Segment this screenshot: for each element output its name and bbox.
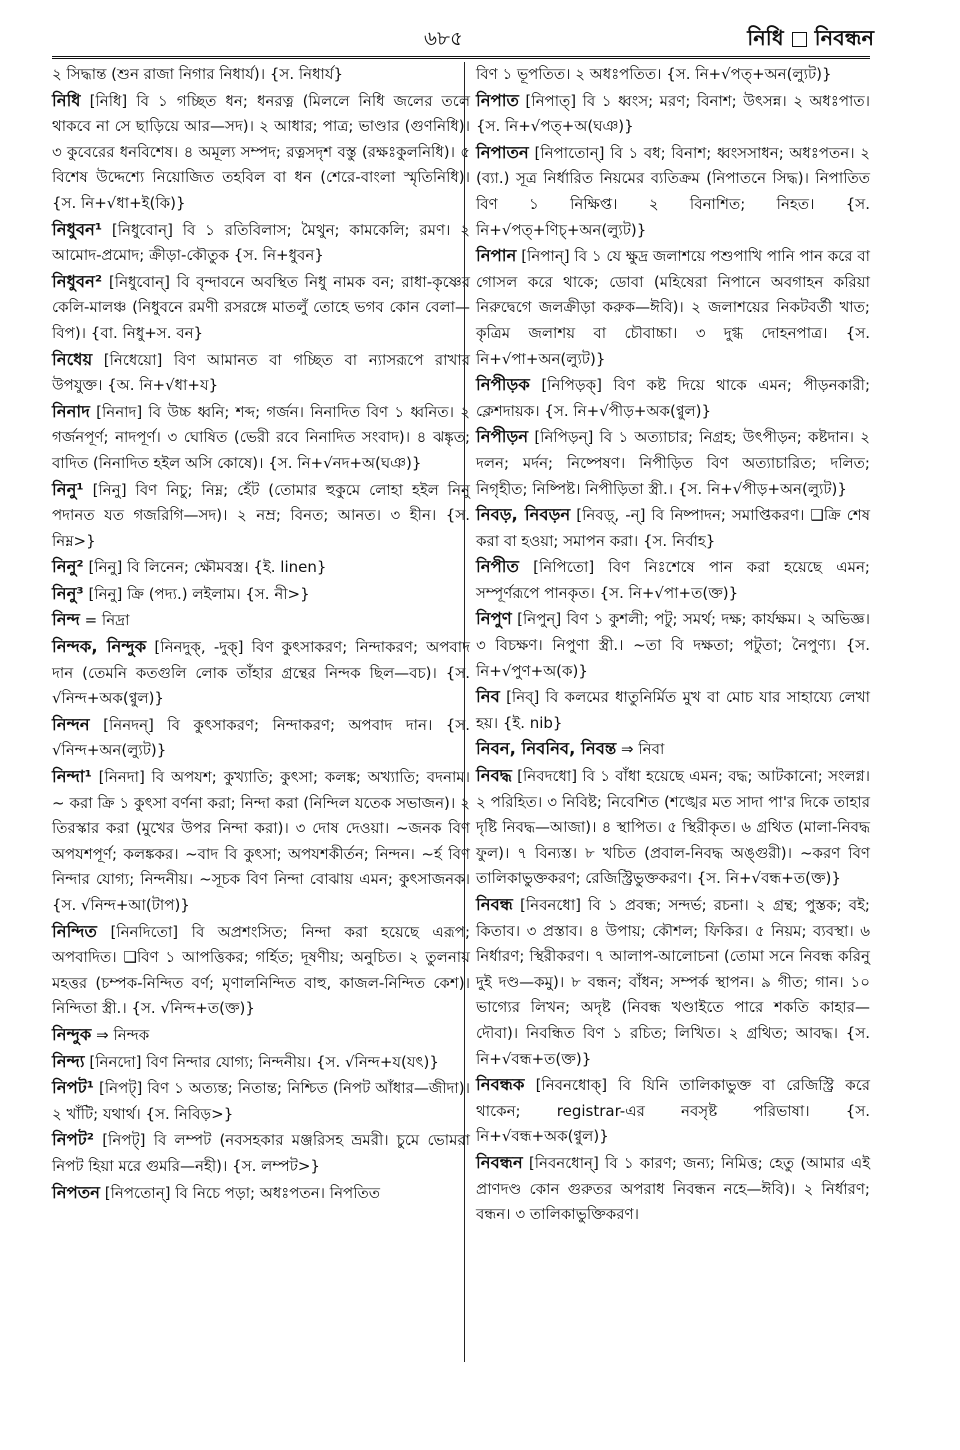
dictionary-entry [52,347,470,399]
dictionary-entry [476,372,870,424]
entry-definition: [নিনদো] বিণ নিন্দার যোগ্য; নিন্দনীয়। {স. √নিন্দ+য(যৎ)} [89,1052,439,1071]
entry-definition: [নিপাতোন্] বি ১ বধ; বিনাশ; ধ্বংসসাধন; অধঃপতন। ২ (ব্যা.) সূত্র নির্ধারিত নিয়মের ব্যতিক্রম (নিপাতনে সিদ্ধ)। নিপাতিত বিণ ১ নিক্ষিপ্ত। ২ বিনাশিত; নিহত। {স. নি+√পত্+ণিচ্+অন(ল্যুট)} [476,143,870,239]
dictionary-entry [52,1127,470,1179]
running-head-first-word: নিধি [747,26,784,50]
entry-definition: [নিনদিতো] বি অপ্রশংসিত; নিন্দা করা হয়েছে এরূপ; অপবাদিত। ❑বিণ ১ আপত্তিকর; গর্হিত; দূষণীয়; অনুচিত। ২ তুলনায় মহত্তর (চম্পক-নিন্দিত বর্ণ; মৃণালনিন্দিত বাহু, কাজল-নিন্দিত কেশ)। নিন্দিতা স্ত্রী.। {স. √নিন্দ+ত(ক্ত)} [52,922,470,1018]
entry-definition: [নিবড়্, -ন্] বি নিষ্পাদন; সমাপ্তিকরণ। ❑ক্রি শেষ করা বা হওয়া; সমাপন করা। {স. নির্বাহ} [476,506,870,550]
dictionary-entry [476,684,870,736]
running-head [747,22,874,57]
dictionary-entry [52,581,470,608]
entry-definition: [নিধেয়ো] বিণ আমানত বা গচ্ছিত বা ন্যাসরূপে রাখার উপযুক্ত। {অ. নি+√ধা+য} [52,350,470,395]
left-column [52,62,470,1206]
entry-headword: নিপীড়ক [476,375,530,395]
dictionary-entry [476,1072,870,1150]
entry-definition: বিণ ১ ভূপতিত। ২ অধঃপতিত। {স. নি+√পত্+অন(ল্যুট)} [476,65,832,83]
dictionary-entry [52,269,470,347]
entry-headword: নিপাতন [476,142,529,162]
entry-definition: [নিপিড়ক্] বিণ কষ্ট দিয়ে থাকে এমন; পীড়নকারী; ক্লেশদায়ক। {স. নি+√পীড়+অক(ণ্বুল)} [476,376,870,420]
column-divider [464,62,465,1362]
dictionary-entry [52,1049,470,1076]
entry-definition: [নিনু] বি লিনেন; ক্ষৌমবস্ত্র। {ই. linen} [88,558,327,577]
dictionary-entry [52,88,470,217]
entry-definition: [নিধুবোন্] বি ১ রতিবিলাস; মৈথুন; কামকেলি; রমণ। ২ আমোদ-প্রমোদ; ক্রীড়া-কৌতুক {স. নি+ধুবন} [52,220,470,265]
entry-definition: [নিপুন্] বিণ ১ কুশলী; পটু; সমর্থ; দক্ষ; কার্যক্ষম। ২ অভিজ্ঞ। ৩ বিচক্ষণ। নিপুণা স্ত্রী.। ~তা বি দক্ষতা; পটুতা; নৈপুণ্য। {স. নি+√পুণ+অ(ক)} [476,610,870,680]
entry-definition: = নিদ্রা [84,611,130,630]
entry-headword: নিবন্ধন [476,1152,523,1172]
entry-definition: [নিপট্] বিণ ১ অত্যন্ত; নিতান্ত; নিশ্চিত (নিপট আঁধার—জীদা)। ২ খাঁটি; যথার্থ। {স. নিবিড়>} [52,1079,470,1123]
dictionary-entry [476,140,870,243]
entry-definition: [নিবনধো] বি ১ প্রবন্ধ; সন্দর্ভ; রচনা। ২ গ্রন্থ; পুস্তক; বই; কিতাব। ৩ প্রস্তাব। ৪ উপায়; কৌশল; ফিকির। ৫ নিয়ম; ব্যবস্থা। ৬ নির্ধারণ; স্থিরীকরণ। ৭ আলাপ-আলোচনা (তোমা সনে নিবন্ধ করিনু দুই দণ্ড—কমু)। ৮ বন্ধন; বাঁধন; সম্পর্ক স্থাপন। ৯ গীত; গান। ১০ ভাগ্যের লিখন; অদৃষ্ট (নিবন্ধ খণ্ডাইতে পারে শকতি কাহার—দৌবা)। নিবন্ধিত বিণ ১ রচিত; লিখিত। ২ গ্রথিত; আবদ্ধ। {স. নি+√বন্ধ+ত(ক্ত)} [476,896,870,1068]
entry-headword: নিপতন [52,1182,100,1202]
dictionary-entry [476,502,870,554]
entry-definition: ⇒ নিবা [621,740,665,759]
dictionary-entry [476,554,870,606]
square-separator-icon [792,32,807,47]
entry-definition: [নিনু] ক্রি (পদ্য.) লইলাম। {স. নী>} [88,584,310,603]
entry-definition: [নিপিতো] বিণ নিঃশেষে পান করা হয়েছে এমন; সম্পূর্ণরূপে পানকৃত। {স. নি+√পা+ত(ক্ত)} [476,558,870,602]
dictionary-entry [52,919,470,1022]
dictionary-entry [52,1075,470,1127]
dictionary-entry [52,1180,470,1207]
running-head-last-word: নিবন্ধন [814,26,874,50]
dictionary-entry [476,736,870,763]
entry-headword: নিপট² [52,1130,94,1150]
dictionary-entry [476,606,870,684]
dictionary-entry [52,62,470,88]
dictionary-entry [52,764,470,919]
entry-definition: [নিনাদ] বি উচ্চ ধ্বনি; শব্দ; গর্জন। নিনাদিত বিণ ১ ধ্বনিত। ২ গর্জনপূর্ণ; নাদপূর্ণ। ৩ ঘোষিত (ভেরী রবে নিনাদিত সংবাদ)। ৪ ঝঙ্কৃত; বাদিত (নিনাদিত হইল অসি কোষে)। {স. নি+√নদ+অ(ঘঞ)} [52,402,470,472]
entry-definition: [নিপিড়ন্] বি ১ অত্যাচার; নিগ্রহ; উৎপীড়ন; কষ্টদান। ২ দলন; মর্দন; নিষ্পেষণ। নিপীড়িত বিণ অত্যাচারিত; দলিত; নিগৃহীত; নিষ্পিষ্ট। নিপীড়িতা স্ত্রী.। {স. নি+√পীড়+অন(ল্যুট)} [476,428,870,498]
entry-definition: [নিব্] বি কলমের ধাতুনির্মিত মুখ বা মোচ যার সাহায্যে লেখা হয়। {ই. nib} [476,688,870,732]
entry-headword: নিপট¹ [52,1078,94,1098]
entry-headword: নিবড়, নিবড়ন [476,505,571,525]
entry-headword: নিধি [52,90,81,110]
dictionary-entry [476,243,870,372]
dictionary-entry [52,607,470,634]
dictionary-entry [476,88,870,140]
entry-definition: ⇒ নিন্দক [96,1025,150,1044]
entry-definition: [নিনু] বিণ নিচু; নিম্ন; হেঁট (তোমার হুকুমে লোহা হইল নিনু পদানত যত গজরিগি—সদ)। ২ নম্র; বিনত; আনত। ৩ হীন। {স. নিম্ন>} [52,480,470,550]
dictionary-entry [476,763,870,892]
entry-definition: [নিপাত্] বি ১ ধ্বংস; মরণ; বিনাশ; উৎসন্ন। ২ অধঃপাত। {স. নি+√পত্+অ(ঘঞ)} [476,91,870,136]
entry-headword: নিনাদ [52,401,90,421]
entry-headword: নিবন, নিবনিব, নিবন্ত [476,739,617,759]
entry-headword: নিপাত [476,90,519,110]
entry-definition: [নিবনধোন্] বি ১ কারণ; জন্য; নিমিত্ত; হেতু (আমার এই প্রাণদণ্ড কোন গুরুতর অপরাধ নিবন্ধন নহে—ঈবি)। ২ নির্ধারণ; বন্ধন। ৩ তালিকাভুক্তিকরণ। [476,1153,870,1224]
entry-definition: [নিনদন্] বি কুৎসাকরণ; নিন্দাকরণ; অপবাদ দান। {স. √নিন্দ+অন(ল্যুট)} [52,715,470,760]
dictionary-entry [52,712,470,764]
entry-headword: নিন্দুক [52,1024,92,1044]
entry-definition: [নিপতোন্] বি নিচে পড়া; অধঃপতন। নিপতিত [104,1183,381,1202]
entry-definition: [নিনদুক্, -দুক্] বিণ কুৎসাকরণ; নিন্দাকরণ; অপবাদ দান (তেমনি কতগুলি লোক তাঁহার গ্রন্থের নিন্দক ছিল—বচ)। {স. √নিন্দ+অক(ণ্বুল)} [52,638,470,708]
page-header [44,20,874,56]
header-rule [52,56,870,59]
entry-definition: [নিধুবোন্] বি বৃন্দাবনে অবস্থিত নিধু নামক বন; রাধা-কৃষ্ণের কেলি-মালঞ্চ (নিধুবনে রমণী রসরঙ্গে মাতলুঁ তোহে ভগব কোন বেলা—বিপ)। {বা. নিধু+স. বন} [52,272,470,342]
entry-headword: নিনু³ [52,583,84,603]
entry-definition: [নিধি] বি ১ গচ্ছিত ধন; ধনরত্ন (মিললে নিধি জলের তলে থাকবে না সে ছাড়িয়ে আর—সদ)। ২ আধার; পাত্র; ভাণ্ডার (গুণনিধি)। ৩ কুবেরের ধনবিশেষ। ৪ অমূল্য সম্পদ; রত্নসদৃশ বস্তু (রক্ষঃকুলনিধি)। ৫ বিশেষ উদ্দেশ্যে নিয়োজিত তহবিল বা ধন (শেরে-বাংলা স্মৃতিনিধি)। {স. নি+√ধা+ই(কি)} [52,91,470,212]
entry-definition: ২ সিদ্ধান্ত (শুন রাজা নিগার নিধার্য)। {স. নিধার্য} [52,65,344,83]
page-number: ৬৮৫ [424,26,463,50]
entry-definition: [নিনদা] বি অপযশ; কুখ্যাতি; কুৎসা; কলঙ্ক; অখ্যাতি; বদনাম। ~ করা ক্রি ১ কুৎসা বর্ণনা করা; নিন্দা করা (নিন্দিল যতেক সভাজন)। ২ তিরস্কার করা (মুখের উপর নিন্দা করা)। ৩ দোষ দেওয়া। ~জনক বিণ অপযশপূর্ণ; কলঙ্ককর। ~বাদ বি কুৎসা; অপযশকীর্তন; নিন্দন। ~র্হ বিণ নিন্দার যোগ্য; নিন্দনীয়। ~সূচক বিণ নিন্দা বোঝায় এমন; কুৎসাজনক। {স. √নিন্দ+আ(টাপ)} [52,768,470,914]
dictionary-entry [52,634,470,712]
entry-definition: [নিবনধোক্] বি যিনি তালিকাভুক্ত বা রেজিস্ট্রি করে থাকেন; registrar-এর নবসৃষ্ট পরিভাষা। {স. নি+√বন্ধ+অক(ণ্বুল)} [476,1076,870,1146]
dictionary-entry [52,399,470,477]
entry-headword: নিন্দা¹ [52,767,92,787]
entry-headword: নিনু¹ [52,479,84,499]
entry-definition: [নিপান্] বি ১ যে ক্ষুদ্র জলাশয়ে পশুপাখি পানি পান করে বা গোসল করে থাকে; ডোবা (মহিষেরা নিপানে অবগাহন করিয়া নিরুদ্বেগে জলক্রীড়া করুক—ঈবি)। ২ জলাশয়ের নিকটবর্তী খাত; কৃত্রিম জলাশয় বা চৌবাচ্চা। ৩ দুগ্ধ দোহনপাত্র। {স. নি+√পা+অন(ল্যুট)} [476,247,870,368]
entry-headword: নিন্দন [52,714,90,734]
entry-headword: নিপান [476,246,517,266]
dictionary-entry [52,477,470,555]
entry-headword: নিবদ্ধ [476,766,512,786]
entry-headword: নিব [476,687,500,707]
dictionary-entry [52,1022,470,1049]
dictionary-entry [52,217,470,269]
entry-headword: নিধুবন² [52,271,103,291]
dictionary-entry [476,892,870,1072]
dictionary-entry [476,62,870,88]
entry-headword: নিবন্ধক [476,1075,525,1095]
entry-headword: নিনু² [52,557,84,577]
entry-headword: নিপীত [476,557,519,577]
entry-definition: [নিপট্] বি লম্পট (নবসহকার মঞ্জরিসহ ভ্রমরী। চুমে ভোমরা নিপট হিয়া মরে গুমরি—নহী)। {স. লম্পট>} [52,1131,470,1175]
entry-headword: নিন্দ [52,610,80,630]
entry-headword: নিন্দিত [52,921,97,941]
dictionary-entry [52,554,470,581]
dictionary-entry [476,424,870,502]
entry-definition: [নিবদধো] বি ১ বাঁধা হয়েছে এমন; বদ্ধ; আটকানো; সংলগ্ন। ২ পরিহিত। ৩ নিবিষ্ট; নিবেশিত (শঙ্খের মত সাদা পা'র দিকে তাহার দৃষ্টি নিবদ্ধ—আজা)। ৪ স্থাপিত। ৫ স্থিরীকৃত। ৬ গ্রথিত (মালা-নিবদ্ধ ফুল)। ৭ বিন্যস্ত। ৮ খচিত (প্রবাল-নিবদ্ধ অঙ্গুরী)। ~করণ বিণ তালিকাভুক্তকরণ; রেজিস্ট্রিভুক্তকরণ। {স. নি+√বন্ধ+ত(ক্ত)} [476,767,870,888]
entry-headword: নিপীড়ন [476,427,529,447]
entry-headword: নিন্দক, নিন্দুক [52,637,147,657]
entry-headword: নিবন্ধ [476,895,513,914]
entry-headword: নিধেয় [52,349,93,369]
entry-headword: নিপুণ [476,609,512,629]
dictionary-entry [476,1150,870,1228]
entry-headword: নিন্দ্য [52,1051,85,1071]
right-column [476,62,870,1228]
entry-headword: নিধুবন¹ [52,219,103,239]
